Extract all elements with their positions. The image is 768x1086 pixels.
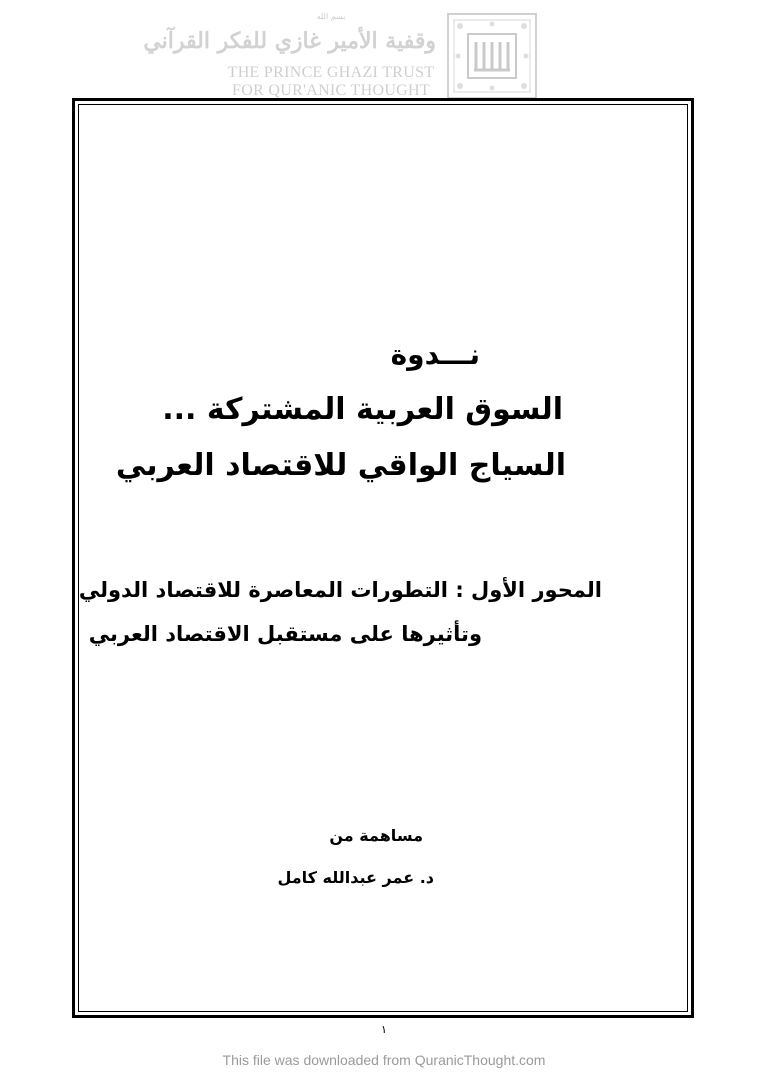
logo-text — [143, 10, 436, 102]
title-line-1: السوق العربية المشتركة ... — [162, 392, 563, 427]
axis-line-2: وتأثيرها على مستقبل الاقتصاد العربي — [88, 622, 482, 646]
page-number: ١ — [381, 1023, 387, 1036]
author-name: د. عمر عبدالله كامل — [277, 868, 434, 887]
logo-arabic-name: وقفية الأمير غازي للفكر القرآني — [143, 28, 436, 54]
download-footer: This file was downloaded from QuranicThought.com — [222, 1052, 546, 1068]
axis-line-1: المحور الأول : التطورات المعاصرة للاقتصاد الدولي — [78, 578, 602, 602]
logo-english-line1: THE PRINCE GHAZI TRUST — [227, 64, 435, 81]
logo-basmala: بسم الله — [316, 12, 346, 21]
calligraphic-seal-icon — [446, 12, 538, 100]
title-line-2: السياج الواقي للاقتصاد العربي — [115, 448, 566, 483]
logo-english-line2: FOR QUR'ANIC THOUGHT — [232, 82, 430, 99]
contribution-label: مساهمة من — [329, 826, 423, 845]
trust-logo — [143, 10, 542, 102]
event-label: نـــدوة — [390, 338, 480, 371]
